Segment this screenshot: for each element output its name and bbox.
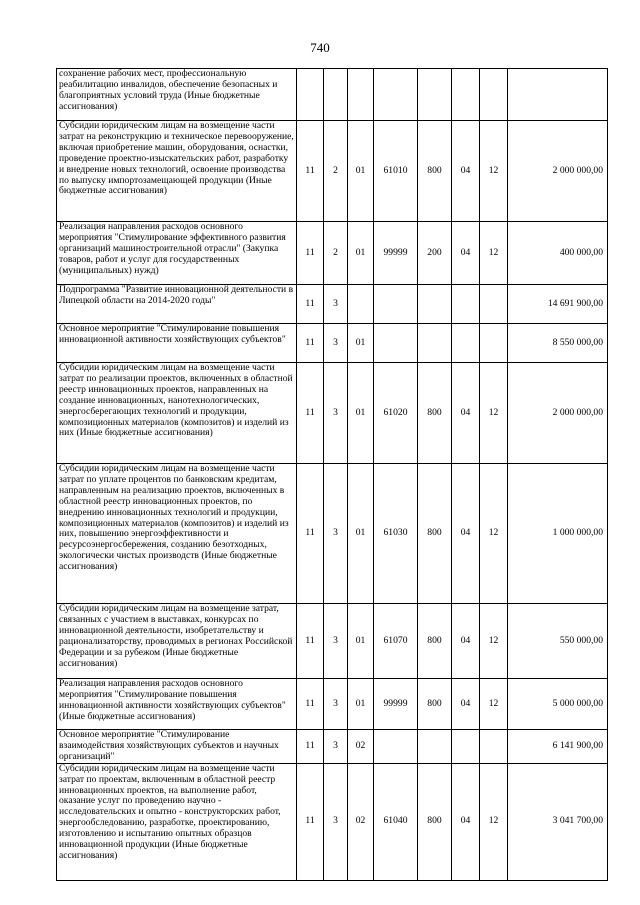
expense-type-code (418, 730, 452, 764)
section-code: 04 (452, 604, 480, 679)
amount: 3 041 700,00 (508, 763, 608, 880)
subsection-code: 12 (480, 222, 508, 285)
table-row (57, 730, 608, 764)
table-row (57, 679, 608, 730)
expense-type-code: 800 (418, 604, 452, 679)
expense-type-code (418, 69, 452, 121)
program-code: 11 (297, 285, 324, 324)
subprogram-code: 3 (324, 679, 348, 730)
section-code (452, 69, 480, 121)
expense-type-code (418, 324, 452, 363)
subprogram-code: 3 (324, 604, 348, 679)
subsection-code (480, 730, 508, 764)
subsection-code: 12 (480, 121, 508, 222)
section-code: 04 (452, 763, 480, 880)
table-row (57, 285, 608, 324)
expense-direction-code (374, 69, 418, 121)
subsection-code: 12 (480, 763, 508, 880)
section-code: 04 (452, 222, 480, 285)
row-description: Субсидии юридическим лицам на возмещение части затрат по реализации проектов, включенных в областной реестр инновационных проектов, направленных на создание инновационных, нанотехнологических, энергосберегающих технологий и продукции, композиционных материалов (композитов) и изделий из них (Иные бюджетные ассигнования) (57, 363, 297, 464)
expense-type-code: 800 (418, 763, 452, 880)
row-description: Основное мероприятие "Стимулирование взаимодействия хозяйствующих субъектов и научных организаций" (57, 730, 297, 764)
program-code: 11 (297, 464, 324, 604)
subprogram-code: 3 (324, 363, 348, 464)
subprogram-code: 3 (324, 763, 348, 880)
amount: 2 000 000,00 (508, 363, 608, 464)
table-row (57, 363, 608, 464)
expense-type-code: 800 (418, 679, 452, 730)
expense-type-code: 800 (418, 363, 452, 464)
section-code: 04 (452, 464, 480, 604)
amount: 6 141 900,00 (508, 730, 608, 764)
main-activity-code: 01 (348, 604, 374, 679)
row-description: Субсидии юридическим лицам на возмещение затрат, связанных с участием в выставках, конкурсах по инновационной деятельности, изобретательству и рационализаторству, проводимых в регионах Российской Федерации и за рубежом (Иные бюджетные ассигнования) (57, 604, 297, 679)
subsection-code (480, 285, 508, 324)
program-code: 11 (297, 679, 324, 730)
section-code: 04 (452, 363, 480, 464)
subprogram-code: 2 (324, 121, 348, 222)
amount: 5 000 000,00 (508, 679, 608, 730)
table-row (57, 604, 608, 679)
table-row (57, 324, 608, 363)
main-activity-code: 01 (348, 324, 374, 363)
subsection-code: 12 (480, 679, 508, 730)
row-description: Подпрограмма "Развитие инновационной деятельности в Липецкой области на 2014-2020 годы" (57, 285, 297, 324)
expense-direction-code (374, 324, 418, 363)
row-description: Субсидии юридическим лицам на возмещение части затрат по проектам, включенным в областной реестр инновационных проектов, на выполнение работ, оказание услуг по проведению научно - исследовательских и опытно - конструкторских работ, энергообследованию, разработке, проектированию, изготовлению и испытанию опытных образцов инновационной продукции (Иные бюджетные ассигнования) (57, 763, 297, 880)
amount: 14 691 900,00 (508, 285, 608, 324)
expense-direction-code: 99999 (374, 222, 418, 285)
expense-direction-code: 61020 (374, 363, 418, 464)
program-code: 11 (297, 121, 324, 222)
main-activity-code: 01 (348, 363, 374, 464)
subprogram-code: 3 (324, 285, 348, 324)
expense-type-code: 800 (418, 121, 452, 222)
amount: 550 000,00 (508, 604, 608, 679)
section-code: 04 (452, 121, 480, 222)
program-code: 11 (297, 763, 324, 880)
amount: 2 000 000,00 (508, 121, 608, 222)
amount: 1 000 000,00 (508, 464, 608, 604)
expense-direction-code (374, 285, 418, 324)
program-code: 11 (297, 324, 324, 363)
expense-direction-code: 61030 (374, 464, 418, 604)
subsection-code: 12 (480, 604, 508, 679)
main-activity-code: 01 (348, 679, 374, 730)
main-activity-code (348, 69, 374, 121)
subprogram-code: 2 (324, 222, 348, 285)
subsection-code: 12 (480, 363, 508, 464)
section-code (452, 730, 480, 764)
program-code: 11 (297, 363, 324, 464)
amount: 8 550 000,00 (508, 324, 608, 363)
main-activity-code: 01 (348, 222, 374, 285)
row-description: сохранение рабочих мест, профессиональную реабилитацию инвалидов, обеспечение безопасных и благоприятных условий труда (Иные бюджетные ассигнования) (57, 69, 297, 121)
expense-direction-code: 61010 (374, 121, 418, 222)
page-number: 740 (310, 40, 330, 55)
main-activity-code: 02 (348, 730, 374, 764)
table-row (57, 222, 608, 285)
expense-direction-code (374, 730, 418, 764)
main-activity-code: 01 (348, 121, 374, 222)
program-code: 11 (297, 730, 324, 764)
expense-type-code: 800 (418, 464, 452, 604)
budget-table (56, 68, 608, 881)
main-activity-code (348, 285, 374, 324)
expense-type-code (418, 285, 452, 324)
expense-direction-code: 61040 (374, 763, 418, 880)
main-activity-code: 02 (348, 763, 374, 880)
table-row (57, 121, 608, 222)
section-code (452, 324, 480, 363)
table-row (57, 464, 608, 604)
table-row (57, 69, 608, 121)
section-code (452, 285, 480, 324)
budget-table-body (57, 69, 608, 881)
program-code: 11 (297, 604, 324, 679)
program-code (297, 69, 324, 121)
subprogram-code: 3 (324, 730, 348, 764)
amount (508, 69, 608, 121)
section-code: 04 (452, 679, 480, 730)
expense-direction-code: 61070 (374, 604, 418, 679)
expense-direction-code: 99999 (374, 679, 418, 730)
subprogram-code: 3 (324, 324, 348, 363)
row-description: Реализация направления расходов основного мероприятия "Стимулирование эффективного развития организаций машиностроительной отрасли" (Закупка товаров, работ и услуг для государственных (муниципальных) нужд) (57, 222, 297, 285)
row-description: Реализация направления расходов основного мероприятия "Стимулирование повышения инновационной активности хозяйствующих субъектов" (Иные бюджетные ассигнования) (57, 679, 297, 730)
amount: 400 000,00 (508, 222, 608, 285)
subsection-code (480, 324, 508, 363)
subsection-code: 12 (480, 464, 508, 604)
main-activity-code: 01 (348, 464, 374, 604)
program-code: 11 (297, 222, 324, 285)
row-description: Основное мероприятие "Стимулирование повышения инновационной активности хозяйствующих субъектов" (57, 324, 297, 363)
row-description: Субсидии юридическим лицам на возмещение части затрат на реконструкцию и техническое перевооружение, включая приобретение машин, оборудования, оснастки, проведение проектно-изыскательских работ, разработку и внедрение новых технологий, освоение производства по выпуску импортозамещающей продукции (Иные бюджетные ассигнования) (57, 121, 297, 222)
expense-type-code: 200 (418, 222, 452, 285)
subsection-code (480, 69, 508, 121)
row-description: Субсидии юридическим лицам на возмещение части затрат по уплате процентов по банковским кредитам, направленным на реализацию проектов, включенных в областной реестр инновационных проектов, по внедрению инновационных технологий и продукции, композиционных материалов (композитов) и изделий из них, повышению энергоэффективности и ресурсоэнергосбережения, созданию безотходных, экологически чистых производств (Иные бюджетные ассигнования) (57, 464, 297, 604)
subprogram-code (324, 69, 348, 121)
subprogram-code: 3 (324, 464, 348, 604)
table-row (57, 763, 608, 880)
